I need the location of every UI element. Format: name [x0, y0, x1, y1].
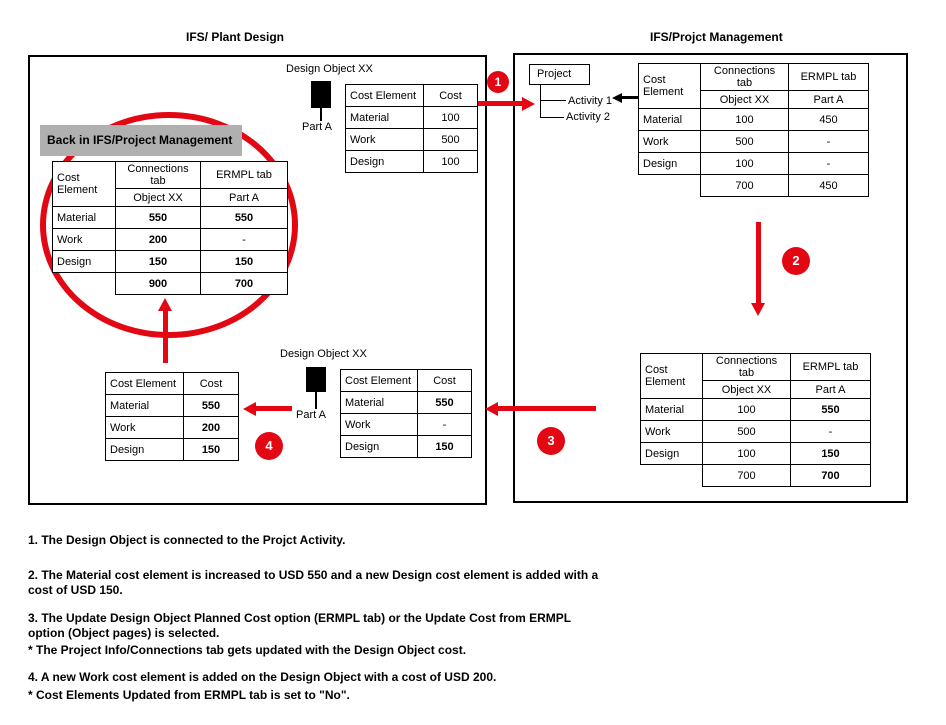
cell-value: -: [789, 153, 869, 175]
table-header-row: [641, 354, 871, 381]
project-box: Project: [529, 64, 590, 85]
col-header-object-xx: Object XX: [116, 189, 201, 207]
step3-note-asterisk: * The Project Info/Connections tab gets updated with the Design Object cost.: [28, 643, 467, 657]
step4-note-asterisk: * Cost Elements Updated from ERMPL tab is set to "No".: [28, 688, 350, 702]
table-total-row: [53, 273, 288, 295]
total-value: 900: [116, 273, 201, 295]
step2-note-line2: cost of USD 150.: [28, 583, 123, 597]
step4-arrow: [256, 406, 292, 411]
table-row: [106, 395, 239, 417]
row-label: Design: [346, 151, 424, 173]
table-pd-initial: [345, 84, 478, 173]
table-header-row: [639, 64, 869, 91]
tree-connector: [540, 85, 541, 118]
col-header-cost: Cost: [184, 373, 239, 395]
row-label: Work: [641, 421, 703, 443]
design-object-label: Design Object XX: [286, 63, 373, 75]
cell-value: 100: [424, 107, 478, 129]
step2-arrowhead-icon: [751, 303, 765, 316]
cell-value: 100: [703, 443, 791, 465]
table-row: [346, 107, 478, 129]
col-header-cost-element: Cost Element: [639, 64, 701, 109]
cell-value: 100: [703, 399, 791, 421]
empty-cell: [53, 273, 116, 295]
step1-marker: 1: [487, 71, 509, 93]
table-total-row: [641, 465, 871, 487]
activity-2-label: Activity 2: [566, 111, 611, 123]
update-arrow: [163, 311, 168, 363]
cell-value: 550: [418, 392, 472, 414]
table-row: [641, 443, 871, 465]
table-header-row: [53, 162, 288, 189]
row-label: Design: [106, 439, 184, 461]
table-pm-initial: [638, 63, 869, 197]
cell-value: -: [418, 414, 472, 436]
col-header-ermpl-tab: ERMPL tab: [789, 64, 869, 91]
design-object-icon: [311, 81, 331, 108]
table-row: [639, 131, 869, 153]
cell-value: -: [791, 421, 871, 443]
col-header-object-xx: Object XX: [703, 381, 791, 399]
cell-value: 200: [116, 229, 201, 251]
total-value: 450: [789, 175, 869, 197]
row-label: Work: [106, 417, 184, 439]
col-header-cost: Cost: [424, 85, 478, 107]
table-row: [341, 392, 472, 414]
col-header-cost-element: Cost Element: [341, 370, 418, 392]
tree-connector: [541, 117, 564, 118]
update-arrowhead-icon: [158, 298, 172, 311]
cell-value: 550: [116, 207, 201, 229]
row-label: Design: [639, 153, 701, 175]
row-label: Work: [639, 131, 701, 153]
table-header-row: [346, 85, 478, 107]
col-header-part-a: Part A: [201, 189, 288, 207]
cell-value: 500: [701, 131, 789, 153]
col-header-ermpl-tab: ERMPL tab: [791, 354, 871, 381]
cell-value: 200: [184, 417, 239, 439]
empty-cell: [639, 175, 701, 197]
total-value: 700: [791, 465, 871, 487]
table-row: [639, 109, 869, 131]
step3-arrowhead-icon: [485, 402, 498, 416]
cell-value: 500: [703, 421, 791, 443]
empty-cell: [641, 465, 703, 487]
cell-value: -: [201, 229, 288, 251]
row-label: Design: [641, 443, 703, 465]
row-label: Work: [341, 414, 418, 436]
table-row: [53, 207, 288, 229]
col-header-cost: Cost: [418, 370, 472, 392]
table-row: [53, 251, 288, 273]
table-row: [53, 229, 288, 251]
step3-note-line1: 3. The Update Design Object Planned Cost option (ERMPL tab) or the Update Cost from ERMPL: [28, 611, 572, 625]
col-header-connections-tab: Connections tab: [116, 162, 201, 189]
table-pm-updated: [640, 353, 871, 487]
col-header-cost-element: Cost Element: [641, 354, 703, 399]
step3-note-line2: option (Object pages) is selected.: [28, 626, 220, 640]
cell-value: 100: [424, 151, 478, 173]
connector-line: [320, 108, 322, 121]
cell-value: 150: [201, 251, 288, 273]
table-row: [106, 439, 239, 461]
connector-line: [315, 392, 317, 409]
cell-value: 100: [701, 109, 789, 131]
activity-1-label: Activity 1: [568, 95, 613, 107]
step1-arrowhead-icon: [522, 97, 535, 111]
step3-marker: 3: [537, 427, 565, 455]
table-row: [639, 153, 869, 175]
cell-value: 150: [791, 443, 871, 465]
step1-arrow: [478, 101, 522, 106]
table-pd-final: [105, 372, 239, 461]
total-value: 700: [701, 175, 789, 197]
table-total-row: [639, 175, 869, 197]
cell-value: -: [789, 131, 869, 153]
total-value: 700: [703, 465, 791, 487]
col-header-object-xx: Object XX: [701, 91, 789, 109]
total-value: 700: [201, 273, 288, 295]
step2-note-line1: 2. The Material cost element is increased to USD 550 and a new Design cost element is added with a: [28, 568, 599, 582]
table-row: [641, 421, 871, 443]
tree-connector: [541, 100, 566, 101]
cell-value: 550: [791, 399, 871, 421]
table-row: [641, 399, 871, 421]
cell-value: 150: [116, 251, 201, 273]
row-label: Design: [341, 436, 418, 458]
table-row: [341, 414, 472, 436]
col-header-part-a: Part A: [789, 91, 869, 109]
project-management-title: IFS/Projct Management: [650, 30, 783, 44]
col-header-part-a: Part A: [791, 381, 871, 399]
table-pd-updated: [340, 369, 472, 458]
row-label: Material: [641, 399, 703, 421]
design-object-icon: [306, 367, 326, 392]
cell-value: 150: [184, 439, 239, 461]
cell-value: 150: [418, 436, 472, 458]
row-label: Material: [53, 207, 116, 229]
cell-value: 500: [424, 129, 478, 151]
connect-arrow: [621, 96, 638, 99]
row-label: Material: [639, 109, 701, 131]
table-row: [106, 417, 239, 439]
row-label: Material: [346, 107, 424, 129]
row-label: Work: [53, 229, 116, 251]
part-a-label: Part A: [302, 121, 332, 133]
part-a-label: Part A: [296, 409, 326, 421]
step1-note: 1. The Design Object is connected to the Projct Activity.: [28, 533, 346, 547]
table-row: [341, 436, 472, 458]
step4-marker: 4: [255, 432, 283, 460]
design-object-label: Design Object XX: [280, 348, 367, 360]
table-header-row: [341, 370, 472, 392]
cell-value: 450: [789, 109, 869, 131]
row-label: Material: [106, 395, 184, 417]
table-back-in-pm: [52, 161, 288, 295]
col-header-cost-element: Cost Element: [106, 373, 184, 395]
col-header-cost-element: Cost Element: [346, 85, 424, 107]
step2-arrow: [756, 222, 761, 305]
plant-design-title: IFS/ Plant Design: [186, 30, 285, 44]
cell-value: 550: [201, 207, 288, 229]
step4-note: 4. A new Work cost element is added on the Design Object with a cost of USD 200.: [28, 670, 497, 684]
table-row: [346, 151, 478, 173]
row-label: Work: [346, 129, 424, 151]
col-header-connections-tab: Connections tab: [701, 64, 789, 91]
table-header-row: [106, 373, 239, 395]
step3-arrow: [498, 406, 596, 411]
cell-value: 100: [701, 153, 789, 175]
col-header-cost-element: Cost Element: [53, 162, 116, 207]
col-header-connections-tab: Connections tab: [703, 354, 791, 381]
cell-value: 550: [184, 395, 239, 417]
table-row: [346, 129, 478, 151]
back-banner: Back in IFS/Project Management: [40, 125, 242, 156]
col-header-ermpl-tab: ERMPL tab: [201, 162, 288, 189]
step4-arrowhead-icon: [243, 402, 256, 416]
step2-marker: 2: [782, 247, 810, 275]
row-label: Material: [341, 392, 418, 414]
row-label: Design: [53, 251, 116, 273]
